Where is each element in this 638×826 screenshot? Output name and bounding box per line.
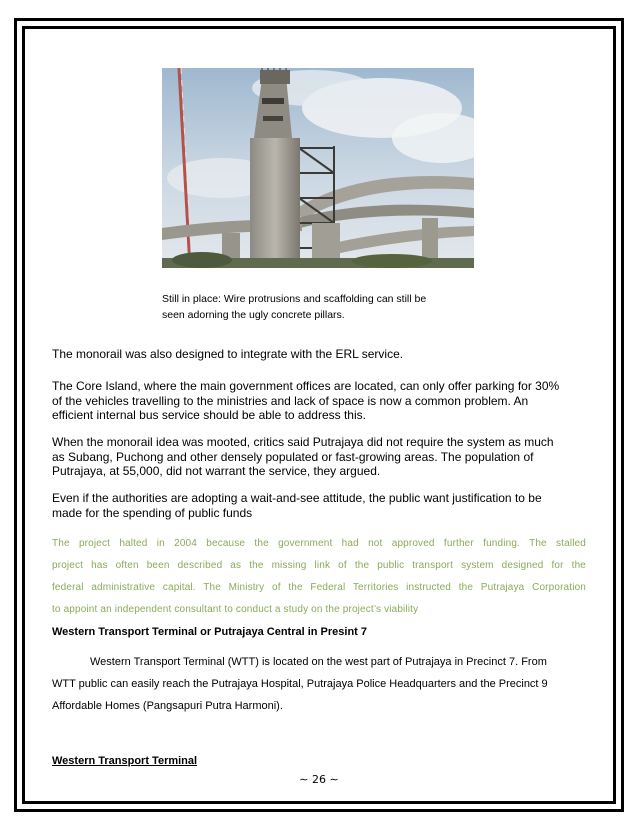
paragraph-line: The project halted in 2004 because the government had not approved further funding. The stalled xyxy=(52,538,586,549)
paragraph-line: The monorail was also designed to integrate with the ERL service. xyxy=(52,347,404,361)
section-heading: Western Transport Terminal or Putrajaya Central in Presint 7 xyxy=(52,626,368,638)
paragraph-erl xyxy=(52,347,592,362)
paragraph-line: federal administrative capital. The Ministry of the Federal Territories instructed the Putrajaya Corporation xyxy=(52,582,586,593)
paragraph-line: of the vehicles travelling to the ministries and lack of space is now a common problem. An xyxy=(52,393,529,408)
caption-line: Still in place: Wire protrusions and scaffolding can still be xyxy=(162,293,427,305)
paragraph-line: as Subang, Puchong and other densely populated or fast-growing areas. The population of xyxy=(52,449,534,464)
paragraph-line: project has often been described as the missing link of the public transport system designed for the xyxy=(52,560,586,571)
paragraph-line: The Core Island, where the main government offices are located, can only offer parking for 30% xyxy=(52,379,560,393)
paragraph-line: to appoint an independent consultant to conduct a study on the project’s viability xyxy=(52,604,419,615)
paragraph-line: Affordable Homes (Pangsapuri Putra Harmoni). xyxy=(52,700,283,712)
paragraph-line: Even if the authorities are adopting a wait-and-see attitude, the public want justification to be xyxy=(52,491,542,505)
photo-caption xyxy=(162,291,482,323)
paragraph-critics xyxy=(52,435,592,479)
page-number: ∼ 26 ∼ xyxy=(299,773,339,786)
wtt-paragraph xyxy=(52,651,592,717)
paragraph-line: made for the spending of public funds xyxy=(52,505,253,520)
project-halted-paragraph xyxy=(52,533,586,621)
section-heading-2: Western Transport Terminal xyxy=(52,755,198,767)
paragraph-justification xyxy=(52,491,592,520)
paragraph-line: When the monorail idea was mooted, critics said Putrajaya did not require the system as much xyxy=(52,435,554,449)
caption-line: seen adorning the ugly concrete pillars. xyxy=(162,309,345,321)
paragraph-line: Putrajaya, at 55,000, did not warrant the service, they argued. xyxy=(52,464,381,479)
paragraph-core-island xyxy=(52,379,592,423)
paragraph-line: WTT public can easily reach the Putrajaya Hospital, Putrajaya Police Headquarters and the Precinct 9 xyxy=(52,678,548,690)
paragraph-line: Western Transport Terminal (WTT) is located on the west part of Putrajaya in Precinct 7. From xyxy=(90,656,547,668)
monorail-pillars-photo xyxy=(162,68,474,268)
paragraph-line: efficient internal bus service should be able to address this. xyxy=(52,408,366,423)
